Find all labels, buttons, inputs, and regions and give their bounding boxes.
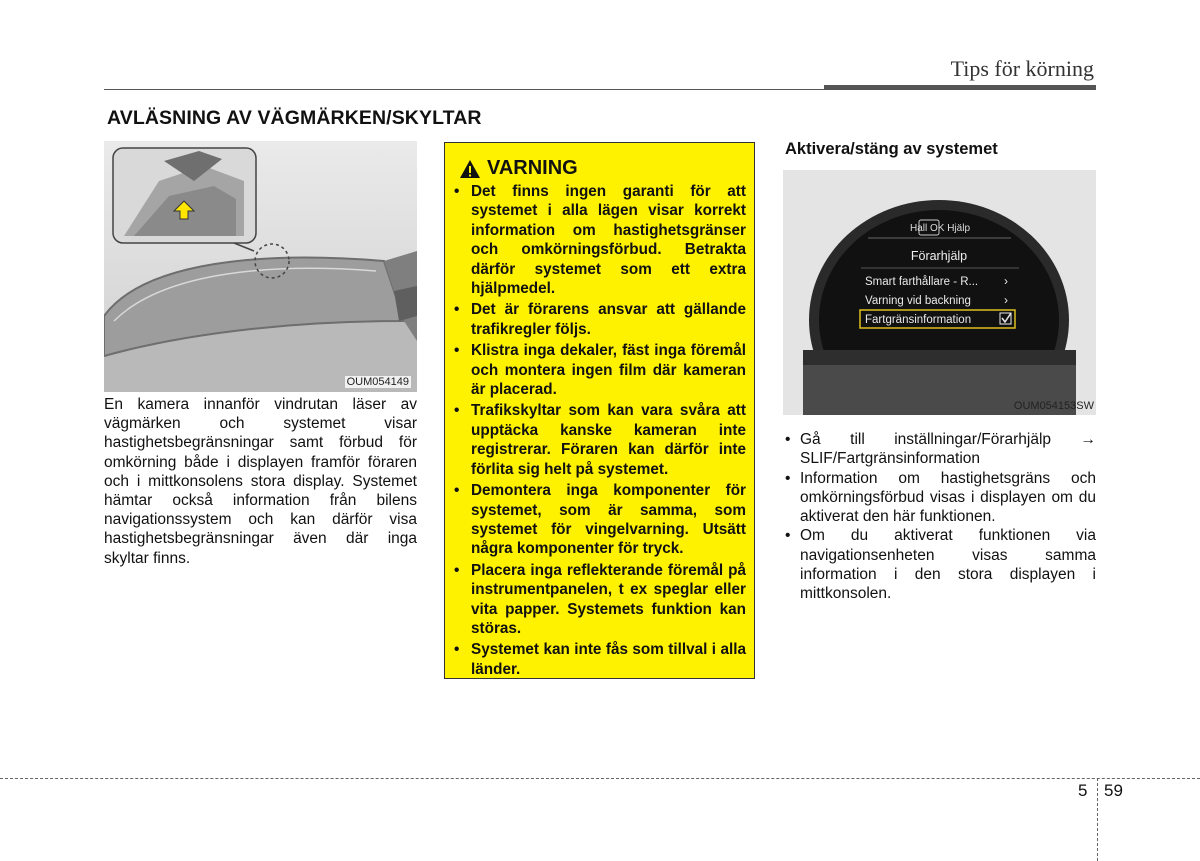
subsection-title: Aktivera/stäng av systemet [785, 140, 998, 158]
instruction-item: • Om du aktiverat funktionen via navigationsenheten visas samma information i den stora displayen i mittkonsolen. [785, 526, 1096, 603]
warning-item: • Demontera inga komponenter för systemet, som är samma, som systemet för vingelvarning. Utsätt några komponenter för tryck. [454, 481, 746, 559]
figure-code: OUM054149 [346, 376, 409, 388]
warning-item: • Det är förarens ansvar att gällande trafikregler följs. [454, 300, 746, 339]
figure-code: OUM054153SW [1013, 400, 1094, 412]
screen-top-bar: Hall OK Hjälp [909, 223, 971, 234]
warning-item: • Systemet kan inte fås som tillval i alla länder. [454, 640, 746, 679]
instruction-item: • Information om hastighetsgräns och omkörningsförbud visas i displayen om du aktiverat den här funktionen. [785, 469, 1096, 527]
warning-item: • Det finns ingen garanti för att systemet i alla lägen visar korrekt information om hastighetsgränser och omkörningsförbud. Betrakta därför systemet som ett extra hjälpmedel. [454, 182, 746, 298]
warning-item: • Klistra inga dekaler, fäst inga föremål och montera ingen film där kameran är placerad. [454, 341, 746, 399]
instruction-list [785, 430, 1096, 604]
warning-item: • Placera inga reflekterande föremål på instrumentpanelen, t ex speglar eller vita papper. Systemets funktion kan störas. [454, 561, 746, 639]
screen-menu-item-selected: Fartgränsinformation [865, 314, 972, 326]
footer-rule [0, 778, 1200, 779]
cluster-display-illustration [783, 170, 1096, 415]
chevron-right-icon: › [1004, 293, 1008, 307]
warning-triangle-icon [459, 159, 481, 179]
windshield-camera-figure [104, 141, 417, 392]
header-rule-accent [824, 85, 1096, 90]
screen-menu-item: Varning vid backning [865, 295, 971, 307]
body-paragraph: En kamera innanför vindrutan läser av vägmärken och systemet visar hastighetsbegränsningar samt förbud för omkörning både i displayen framför föraren och i mittkonsolens stora display. Systemet hämtar också information från bilens navigationssystem och kan därför visa hastighetsbegränsningar även där inga skyltar finns. [104, 396, 417, 567]
page-number: 59 [1104, 781, 1123, 800]
windshield-illustration [104, 141, 417, 392]
section-title: AVLÄSNING AV VÄGMÄRKEN/SKYLTAR [107, 107, 482, 129]
warning-item: • Trafikskyltar som kan vara svåra att upptäcka kanske kameran inte registrerar. Föraren kan därför inte förlita sig helt på systemet. [454, 401, 746, 479]
warning-list [454, 182, 746, 681]
footer-divider [1097, 778, 1098, 861]
screen-menu-item: Smart farthållare - R... [865, 276, 979, 288]
section-number: 5 [1078, 781, 1088, 800]
warning-title: VARNING [487, 157, 578, 179]
instruction-item: • Gå till inställningar/Förarhjälp → SLIF/Fartgränsinformation [785, 430, 1096, 469]
chevron-right-icon: › [1004, 274, 1008, 288]
screen-menu-title: Förarhjälp [910, 249, 968, 263]
display-screen-figure [783, 170, 1096, 415]
warning-header [459, 157, 578, 180]
warning-box [444, 142, 755, 679]
chapter-title: Tips för körning [950, 56, 1094, 81]
